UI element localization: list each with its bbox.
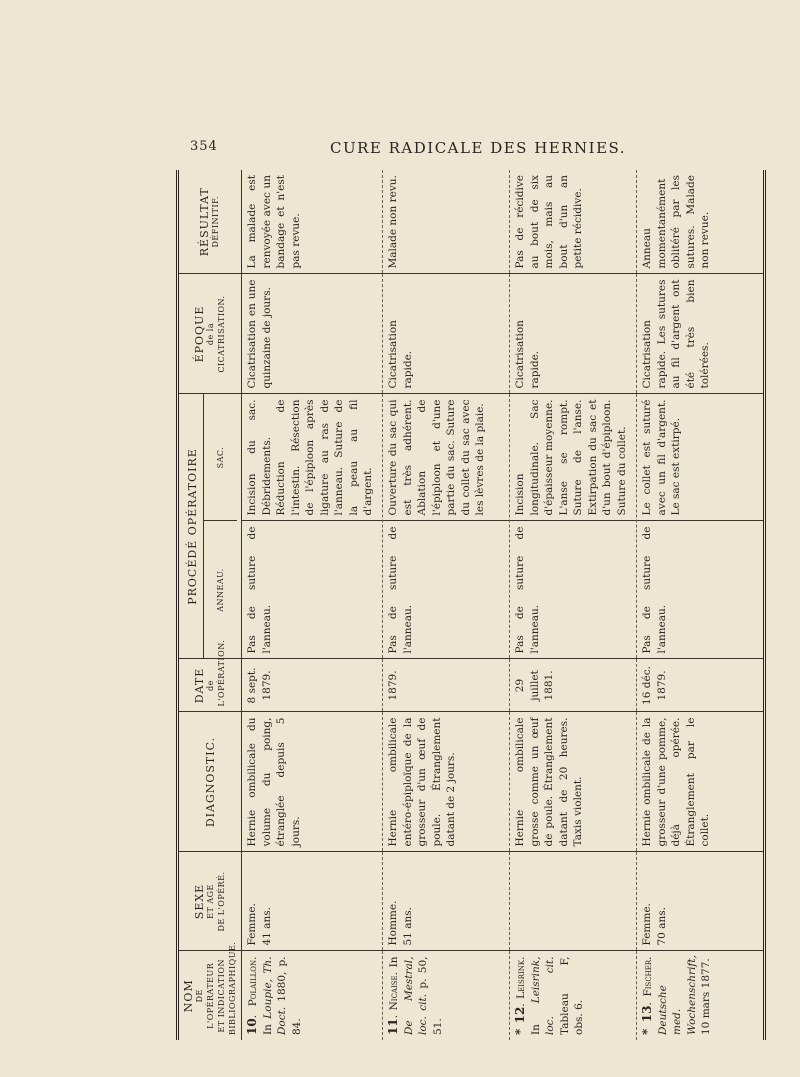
- cell-date: 16 déc. 1879.: [637, 659, 765, 712]
- table-row: [242, 170, 383, 1040]
- header-procede-subcolumns: [204, 395, 237, 659]
- header-nom-line4: BIBLIOGRAPHIQUE.: [227, 941, 237, 1035]
- header-date-line3: L'OPÉRATION.: [216, 639, 226, 707]
- patient-sex: Femme.: [246, 903, 259, 946]
- cell-epoque: Cicatrisation rapide. Les sutures au fil d'argent ont été très bien tolérées.: [637, 274, 765, 394]
- header-nom-line3: ET INDICATION: [216, 959, 226, 1033]
- patient-age: 70 ans.: [655, 907, 668, 946]
- header-epoque: [178, 274, 242, 394]
- reference-details: p. 50, 51.: [417, 956, 444, 1035]
- operator-name: Leisrink.: [515, 956, 528, 999]
- reference-prefix: In: [388, 956, 401, 968]
- header-sac: SAC.: [216, 446, 226, 469]
- case-number: * 13: [640, 1005, 655, 1035]
- cell-anneau: Pas de suture de l'anneau.: [637, 521, 763, 659]
- hernia-cases-table: [176, 170, 766, 1040]
- header-date-line1: DATE: [192, 667, 206, 704]
- cell-resultat: Pas de récidive au bout de six mois, mais au bout d'un an petite récidive.: [510, 170, 637, 274]
- patient-age: 41 ans.: [260, 907, 273, 946]
- cell-date: 8 sept. 1879.: [242, 659, 383, 712]
- cell-anneau: Pas de suture de l'anneau.: [383, 521, 509, 659]
- header-epoque-line2: de la: [205, 322, 215, 346]
- case-number: * 12: [513, 1006, 528, 1035]
- header-diagnostic-text: DIAGNOSTIC.: [203, 736, 217, 828]
- cell-epoque: Cicatrisation en une quinzaine de jours.: [242, 274, 383, 394]
- header-resultat-line1: RÉSULTAT: [198, 187, 212, 257]
- cell-sexe-age: [242, 852, 383, 951]
- cell-resultat: Malade non revu.: [383, 170, 510, 274]
- header-sexe-line3: DE L'OPÉRÉ.: [216, 871, 226, 932]
- reference-source: Deutsche med. Wochenschrift,: [656, 955, 698, 1035]
- cell-diagnostic: Hernie ombilicale entéro-épiploïque de la grosseur d'un œuf de poule. Étranglement datant de 2 jours.: [383, 712, 510, 852]
- patient-sex: Homme.: [387, 900, 400, 946]
- reference-details: Tableau F, obs. 6.: [558, 956, 586, 1035]
- operator-name: Nicaise.: [388, 972, 401, 1011]
- cell-anneau: Pas de suture de l'anneau.: [510, 521, 636, 659]
- table-row: [637, 170, 765, 1040]
- running-head: [0, 139, 800, 163]
- header-resultat-line2: DÉFINITIF.: [211, 196, 221, 248]
- cell-sac: Incision longitudinale. Sac d'épaisseur moyenne. L'anse se rompt. Suture de l'anse. Extirpation du sac et d'un bout d'épiploon. Suture du collet.: [514, 399, 628, 516]
- cell-diagnostic: Hernie ombilicale de la grosseur d'une pomme, déjà opérée. Étranglement par le collet.: [637, 712, 765, 852]
- cell-nom: * 12. Leisrink. In Leisrink, loc. cit. Tableau F, obs. 6.: [510, 951, 637, 1040]
- cell-procede: [383, 394, 510, 659]
- header-procede: [178, 394, 242, 659]
- header-epoque-line3: CICATRISATION.: [216, 295, 226, 373]
- cell-procede: [242, 394, 383, 659]
- cell-resultat: Anneau momentanément oblitéré par les sutures. Malade non revue.: [637, 170, 765, 274]
- cell-procede: [637, 394, 765, 659]
- cell-sac: Le collet est suturé avec un fil d'argent. Le sac est extirpé.: [641, 399, 683, 516]
- table-header-row: [178, 170, 242, 1040]
- reference-source: Loupie, Th. Doct.: [261, 956, 289, 1035]
- cell-diagnostic: Hernie ombilicale grosse comme un œuf de poule. Étranglement datant de 20 heures. Taxis violent.: [510, 712, 637, 852]
- case-number: 11: [386, 1018, 401, 1035]
- header-date-line2: de: [205, 680, 215, 691]
- cell-procede: [510, 394, 637, 659]
- running-title: CURE RADICALE DES HERNIES.: [330, 139, 627, 157]
- cell-sexe-age: [510, 852, 637, 951]
- cell-sexe-age: [383, 852, 510, 951]
- cell-nom: * 13. Fischer. Deutsche med. Wochenschrift, 10 mars 1877.: [637, 951, 765, 1040]
- header-resultat: [178, 170, 242, 274]
- operator-name: Fischer.: [642, 956, 655, 997]
- cell-nom: 10. Polaillon. In Loupie, Th. Doct. 1880, p. 84.: [242, 951, 383, 1040]
- cell-epoque: Cicatrisation rapide.: [383, 274, 510, 394]
- cell-resultat: La malade est renvoyée avec un bandage et n'est pas revue.: [242, 170, 383, 274]
- rotated-table-wrapper: [176, 170, 766, 1040]
- operator-name: Polaillon.: [247, 956, 260, 1007]
- header-procede-title: PROCÉDÉ OPÉRATOIRE: [183, 395, 204, 659]
- cell-date: 1879.: [383, 659, 510, 712]
- cell-nom: 11. Nicaise. In De Mestral, loc. cit. p. 50, 51.: [383, 951, 510, 1040]
- reference-source: De Mestral, loc. cit.: [402, 956, 430, 1035]
- reference-source: Leisrink, loc. cit.: [529, 956, 557, 1035]
- cell-anneau: Pas de suture de l'anneau.: [242, 521, 382, 659]
- cell-sac: Incision du sac. Débridements. Réduction de l'intestin. Résection de l'épiploon après ligature au ras de l'anneau. Suture de la peau au fil d'argent.: [246, 399, 375, 516]
- page-number: 354: [190, 139, 218, 154]
- patient-age: 51 ans.: [401, 907, 414, 946]
- header-epoque-line1: ÉPOQUE: [192, 305, 206, 363]
- header-sexe-line1: SEXE: [192, 883, 206, 920]
- cell-diagnostic: Hernie ombilicale du volume du poing, étranglée depuis 5 jours.: [242, 712, 383, 852]
- reference-details: 10 mars 1877.: [700, 958, 713, 1035]
- table-row: [510, 170, 637, 1040]
- header-date: [178, 639, 242, 712]
- patient-sex: Femme.: [641, 903, 654, 946]
- reference-prefix: In: [529, 1003, 542, 1035]
- header-nom: [178, 941, 242, 1040]
- header-anneau: ANNEAU.: [204, 521, 237, 659]
- header-sexe: [178, 852, 242, 951]
- reference-details: 1880, p. 84.: [276, 956, 303, 1035]
- header-nom-line2: DE L'OPÉRATEUR: [194, 962, 215, 1029]
- header-nom-line1: NOM: [181, 979, 195, 1013]
- cell-sexe-age: [637, 852, 765, 951]
- header-sexe-line2: ET AGE: [205, 884, 215, 919]
- case-number: 10: [245, 1018, 260, 1035]
- cell-sac: Ouverture du sac qui est très adhérent. Ablation de l'épiploon et d'une partie du sac. Suture du collet du sac avec les lèvres de la plaie.: [387, 399, 487, 516]
- cell-epoque: Cicatrisation rapide.: [510, 274, 637, 394]
- table-row: [383, 170, 510, 1040]
- reference-prefix: In: [261, 1018, 274, 1035]
- cell-date: 29 juillet 1881.: [510, 659, 637, 712]
- header-diagnostic: [178, 712, 242, 852]
